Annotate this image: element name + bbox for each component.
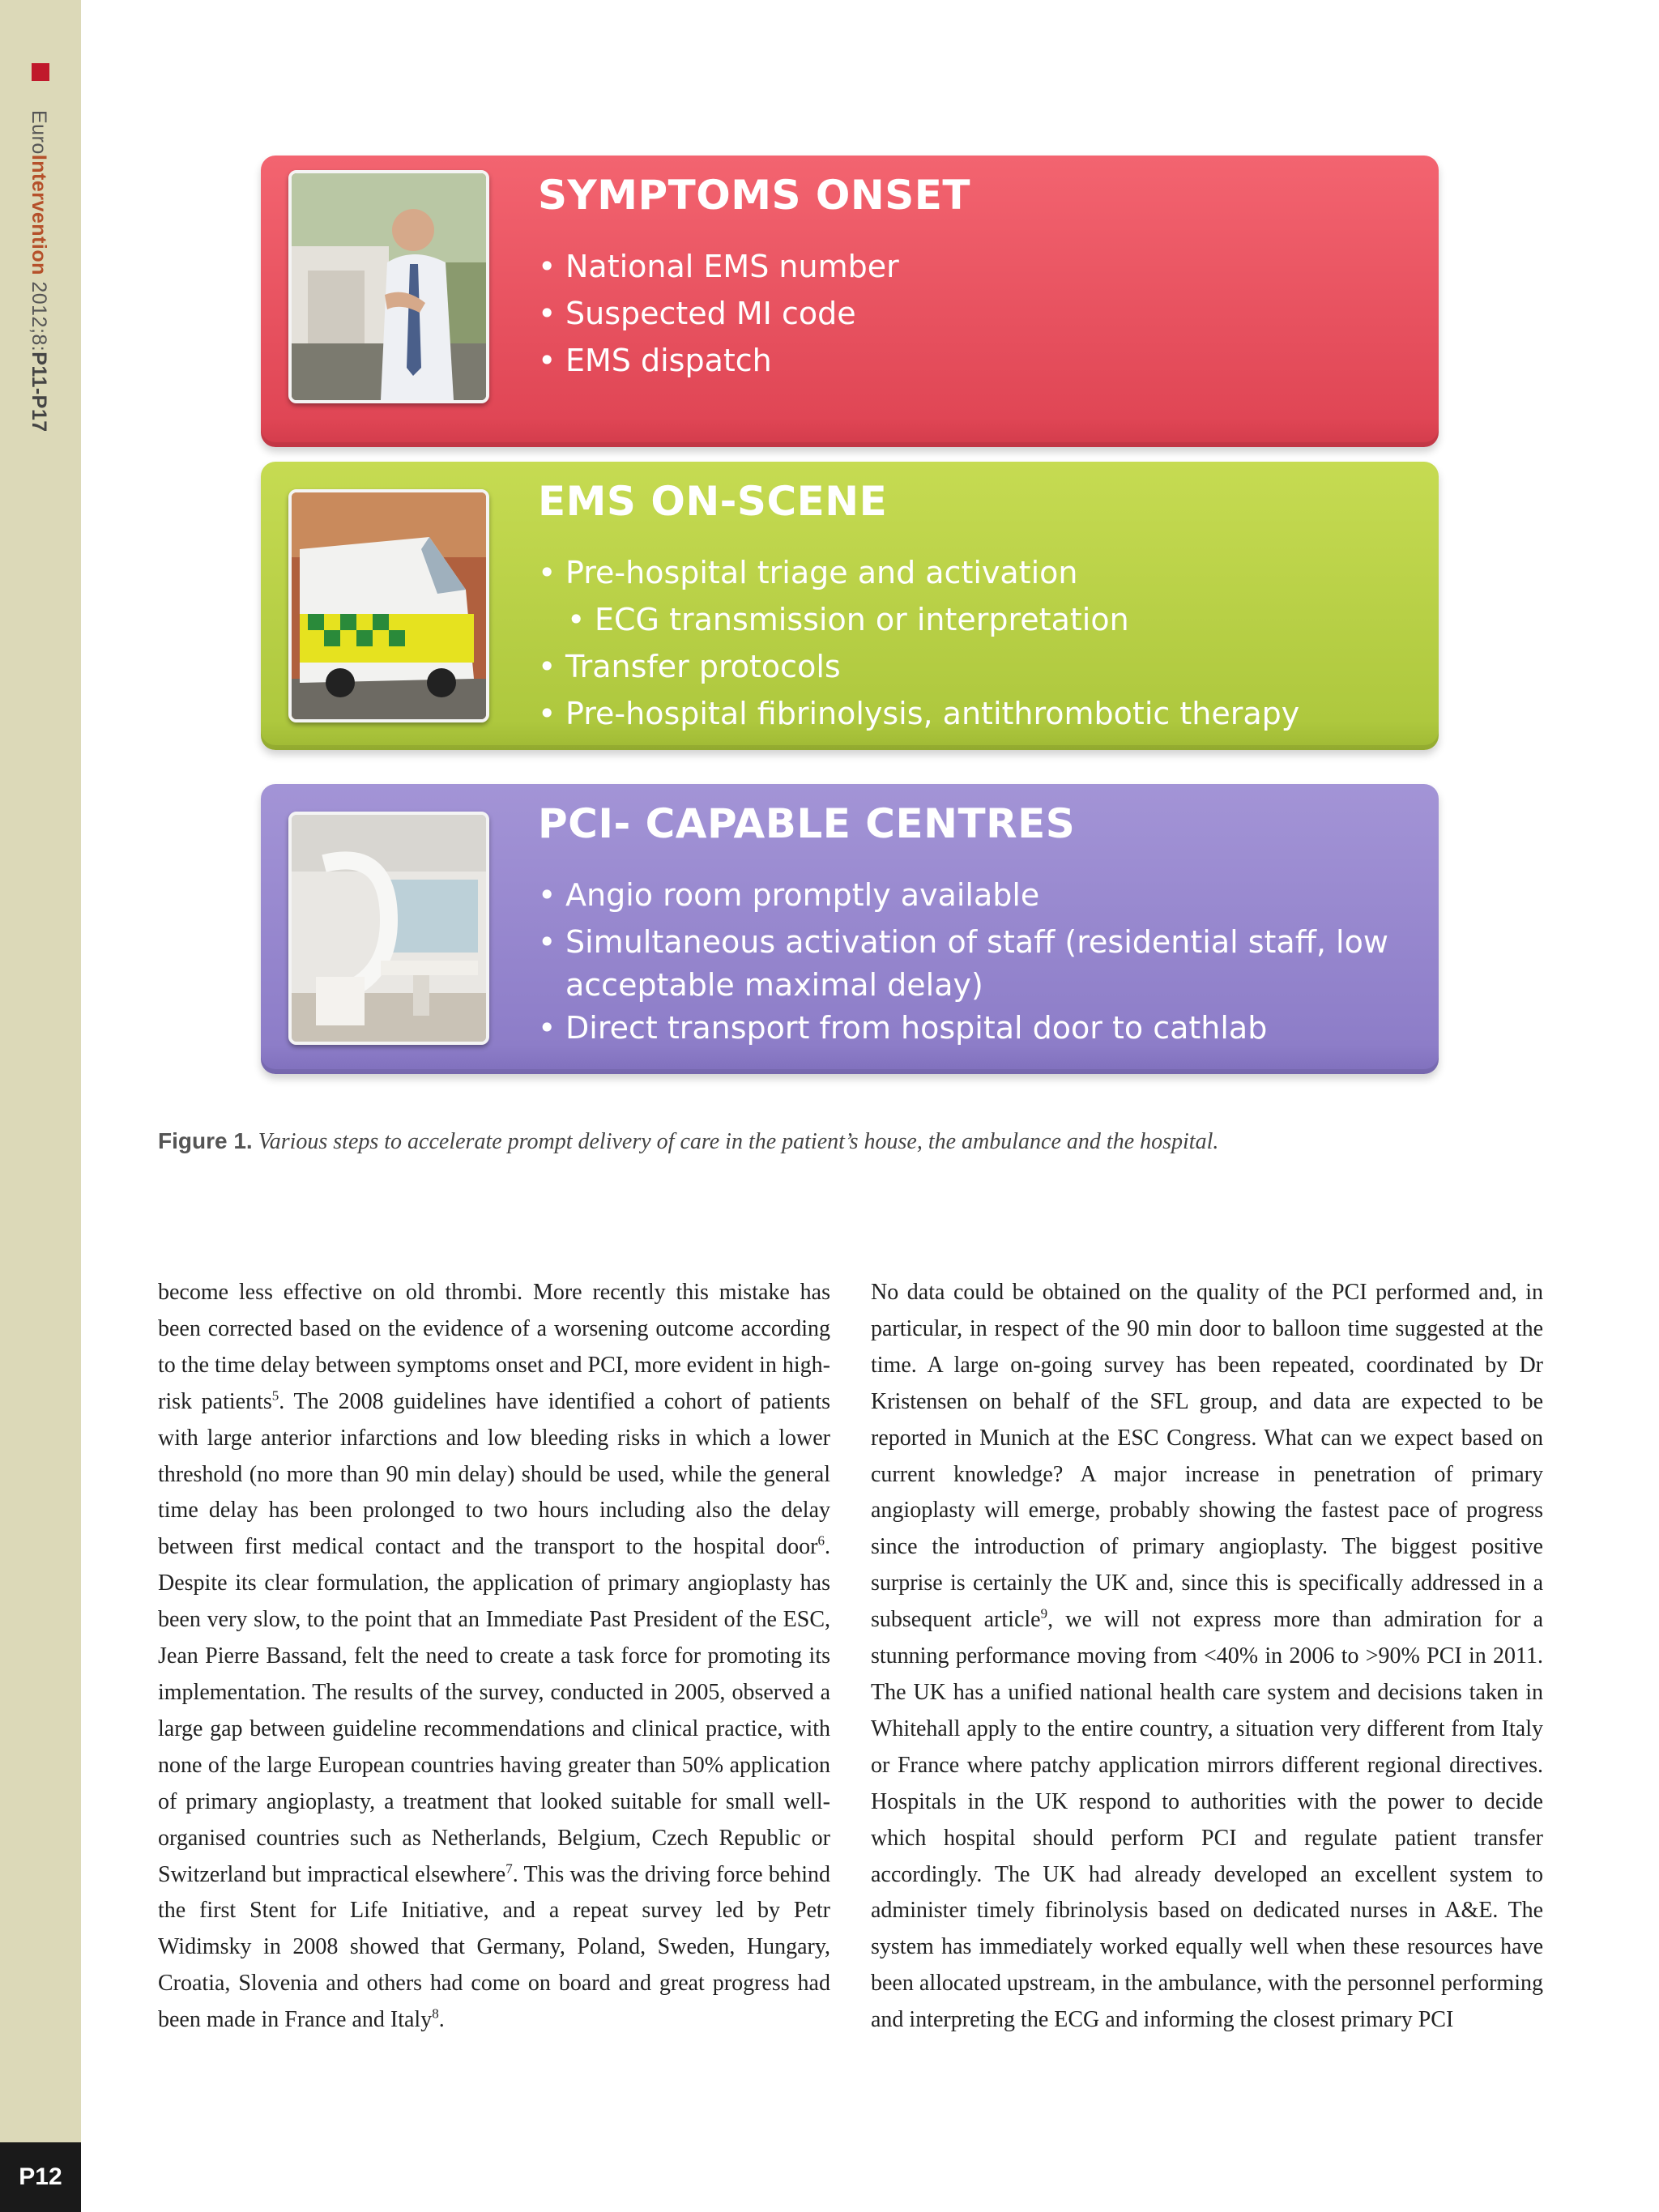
bullet-item: • EMS dispatch xyxy=(538,337,899,384)
panel-title: EMS ON-SCENE xyxy=(538,478,888,525)
journal-name-prefix: Euro xyxy=(28,110,50,155)
bullet-item: • Direct transport from hospital door to cathlab xyxy=(538,1004,1388,1051)
figure-caption-text: Various steps to accelerate prompt delivery of care in the patient’s house, the ambulance and the hospital. xyxy=(258,1129,1219,1154)
patient-chest-pain-photo xyxy=(288,170,489,403)
body-text: . Despite its clear formulation, the application of primary angioplasty has been very slow, to the point that an Immediate Past President of the ESC, Jean Pierre Bassand, felt the need to create a task force for promoting its implementation. The results of the survey, conducted in 2005, observed a large gap between guideline recommendations and clinical practice, with none of the large European countries having greater than 50% application of primary angioplasty, a treatment that looked suitable for small well-organised countries such as Netherlands, Belgium, Czech Republic or Switzerland but impractical elsewhere xyxy=(158,1534,830,1887)
citation-ref: 5 xyxy=(271,1387,279,1404)
bullet-continuation: acceptable maximal delay) xyxy=(565,967,983,1003)
bullet-item: • Angio room promptly available xyxy=(538,872,1388,918)
journal-page-range: P11-P17 xyxy=(28,352,50,433)
bullet-item: • Transfer protocols xyxy=(538,643,1299,690)
bullet-item: • Simultaneous activation of staff (residential staff, low xyxy=(538,918,1388,965)
body-column-right xyxy=(871,1275,1543,2039)
panel-bullet-list xyxy=(538,549,1299,737)
page-number: P12 xyxy=(0,2142,81,2212)
figure-caption xyxy=(158,1128,1218,1155)
citation-ref: 8 xyxy=(432,2005,439,2022)
journal-year-volume: 2012;8: xyxy=(28,275,50,352)
journal-citation xyxy=(27,110,50,433)
body-column-left xyxy=(158,1275,830,2039)
panel-title: PCI- CAPABLE CENTRES xyxy=(538,800,1076,847)
panel-symptoms-onset xyxy=(261,156,1439,447)
bullet-item: • Pre-hospital fibrinolysis, antithrombotic therapy xyxy=(538,690,1299,737)
bullet-item: • National EMS number xyxy=(538,243,899,290)
panel-pci-capable-centres xyxy=(261,784,1439,1074)
body-text: . xyxy=(438,2007,445,2033)
body-text: No data could be obtained on the quality of the PCI performed and, in particular, in respect of the 90 min door to balloon time suggested at the time. A large on-going survey has been repeated, coordinated by Dr Kristensen on behalf of the SFL group, and data are expected to be reported in Munich at the ESC Congress. What can we expect based on current knowledge? A major increase in penetration of primary angioplasty will emerge, probably showing the fastest pace of progress since the introduction of primary angioplasty. The biggest positive surprise is certainly the UK and, since this is specifically addressed in a subsequent article xyxy=(871,1280,1543,1633)
panel-bullet-list xyxy=(538,872,1388,1051)
body-text: , we will not express more than admiration for a stunning performance moving from <40% in 2006 to >90% PCI in 2011. The UK has a unified national health care system and decisions taken in Whitehall apply to the entire country, a situation very different from Italy or France where patchy application mirrors different regional directives. Hospitals in the UK respond to authorities with the power to decide which hospital should perform PCI and regulate patient transfer accordingly. The UK had already developed an excellent system to administer timely fibrinolysis based on dedicated nurses in A&E. The system has immediately worked equally well when these resources have been allocated upstream, in the ambulance, with the personnel performing and interpreting the ECG and informing the closest primary PCI xyxy=(871,1607,1543,2033)
body-text: . This was the driving force behind the first Stent for Life Initiative, and a repeat survey led by Petr Widimsky in 2008 showed that Germany, Poland, Sweden, Hungary, Croatia, Slovenia and others had come on board and great progress had been made in France and Italy xyxy=(158,1861,830,2033)
cathlab-photo xyxy=(288,812,489,1045)
bullet-item: • Pre-hospital triage and activation xyxy=(538,549,1299,596)
citation-ref: 6 xyxy=(817,1533,825,1549)
ambulance-photo xyxy=(288,489,489,722)
figure-label: Figure 1. xyxy=(158,1128,253,1153)
journal-name-brand: Intervention xyxy=(28,154,50,275)
panel-bullet-list xyxy=(538,243,899,384)
citation-ref: 7 xyxy=(505,1860,513,1877)
body-text: become less effective on old thrombi. More recently this mistake has been corrected based on the evidence of a worsening outcome according to the time delay between symptoms onset and PCI, more evident in high-risk patients xyxy=(158,1280,830,1414)
body-text: . The 2008 guidelines have identified a cohort of patients with large anterior infarctions and low bleeding risks in which a lower threshold (no more than 90 min delay) should be used, while the general time delay has been prolonged to two hours including also the delay between first medical contact and the transport to the hospital door xyxy=(158,1388,831,1560)
sidebar-marker-square xyxy=(32,63,49,81)
citation-ref: 9 xyxy=(1040,1605,1048,1622)
bullet-item: • Suspected MI code xyxy=(538,290,899,337)
panel-title: SYMPTOMS ONSET xyxy=(538,172,971,219)
panel-ems-on-scene xyxy=(261,462,1439,750)
bullet-subitem: • ECG transmission or interpretation xyxy=(567,596,1299,643)
